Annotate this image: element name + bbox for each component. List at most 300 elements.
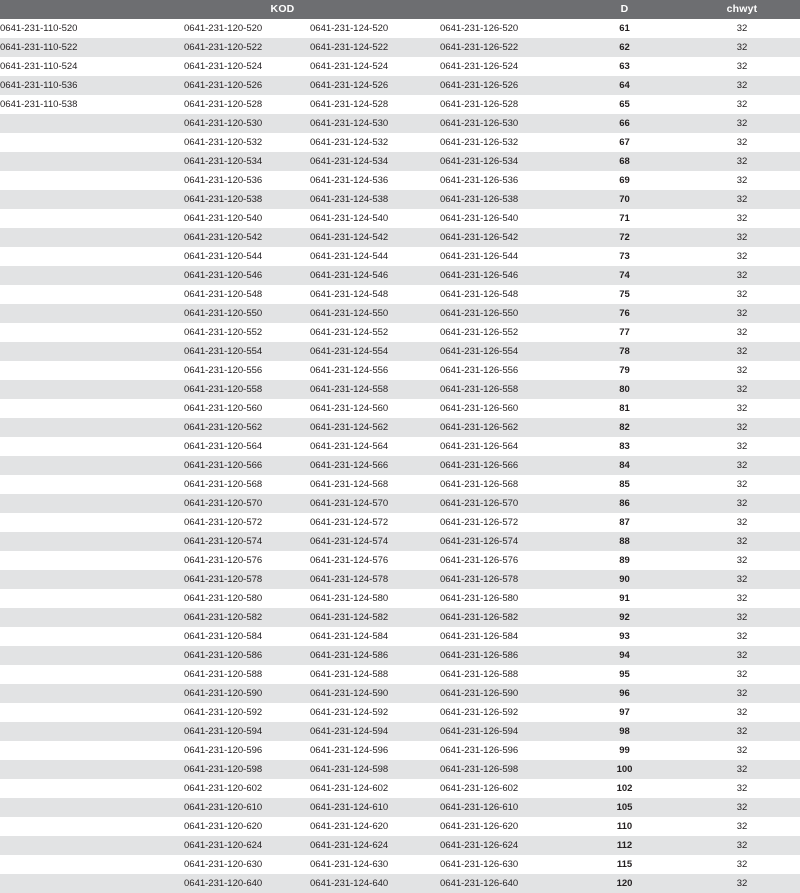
code-cell-126: 0641-231-126-576 (432, 551, 565, 570)
diameter-cell: 62 (565, 38, 684, 57)
code-cell-120: 0641-231-120-620 (176, 817, 302, 836)
table-row (0, 475, 800, 494)
code-cell-124: 0641-231-124-540 (302, 209, 432, 228)
shank-cell: 32 (684, 665, 800, 684)
diameter-cell: 63 (565, 57, 684, 76)
diameter-cell: 66 (565, 114, 684, 133)
shank-cell: 32 (684, 247, 800, 266)
table-row (0, 817, 800, 836)
shank-cell: 32 (684, 323, 800, 342)
code-cell-124: 0641-231-124-552 (302, 323, 432, 342)
code-cell-120: 0641-231-120-598 (176, 760, 302, 779)
shank-cell: 32 (684, 494, 800, 513)
diameter-cell: 77 (565, 323, 684, 342)
shank-cell: 32 (684, 209, 800, 228)
shank-cell: 32 (684, 228, 800, 247)
code-cell-120: 0641-231-120-602 (176, 779, 302, 798)
code-cell-120: 0641-231-120-610 (176, 798, 302, 817)
code-cell-120: 0641-231-120-534 (176, 152, 302, 171)
table-row (0, 665, 800, 684)
code-cell-110: 0641-231-110-520 (0, 19, 176, 38)
code-cell-110 (0, 323, 176, 342)
shank-cell: 32 (684, 570, 800, 589)
shank-cell: 32 (684, 76, 800, 95)
code-cell-124: 0641-231-124-524 (302, 57, 432, 76)
code-cell-124: 0641-231-124-598 (302, 760, 432, 779)
code-cell-124: 0641-231-124-522 (302, 38, 432, 57)
code-cell-126: 0641-231-126-542 (432, 228, 565, 247)
diameter-cell: 79 (565, 361, 684, 380)
shank-cell: 32 (684, 190, 800, 209)
code-cell-126: 0641-231-126-564 (432, 437, 565, 456)
shank-cell: 32 (684, 304, 800, 323)
header-row (0, 0, 800, 19)
code-cell-124: 0641-231-124-630 (302, 855, 432, 874)
table-row (0, 456, 800, 475)
table-row (0, 323, 800, 342)
code-cell-124: 0641-231-124-590 (302, 684, 432, 703)
shank-cell: 32 (684, 380, 800, 399)
table-row (0, 399, 800, 418)
shank-cell: 32 (684, 532, 800, 551)
code-cell-124: 0641-231-124-592 (302, 703, 432, 722)
code-cell-120: 0641-231-120-578 (176, 570, 302, 589)
table-row (0, 703, 800, 722)
diameter-cell: 80 (565, 380, 684, 399)
code-cell-110 (0, 133, 176, 152)
code-cell-126: 0641-231-126-624 (432, 836, 565, 855)
code-cell-126: 0641-231-126-640 (432, 874, 565, 893)
code-cell-120: 0641-231-120-640 (176, 874, 302, 893)
table-row (0, 684, 800, 703)
code-cell-110 (0, 836, 176, 855)
code-cell-126: 0641-231-126-592 (432, 703, 565, 722)
code-cell-110 (0, 551, 176, 570)
code-cell-110 (0, 874, 176, 893)
code-cell-124: 0641-231-124-624 (302, 836, 432, 855)
table-row (0, 874, 800, 893)
code-cell-124: 0641-231-124-572 (302, 513, 432, 532)
code-cell-120: 0641-231-120-564 (176, 437, 302, 456)
code-cell-120: 0641-231-120-520 (176, 19, 302, 38)
code-cell-120: 0641-231-120-554 (176, 342, 302, 361)
code-cell-126: 0641-231-126-552 (432, 323, 565, 342)
code-cell-124: 0641-231-124-610 (302, 798, 432, 817)
table-row (0, 57, 800, 76)
code-cell-124: 0641-231-124-596 (302, 741, 432, 760)
code-cell-120: 0641-231-120-580 (176, 589, 302, 608)
shank-cell: 32 (684, 437, 800, 456)
shank-cell: 32 (684, 646, 800, 665)
code-cell-124: 0641-231-124-528 (302, 95, 432, 114)
code-cell-124: 0641-231-124-548 (302, 285, 432, 304)
shank-cell: 32 (684, 589, 800, 608)
diameter-cell: 87 (565, 513, 684, 532)
shank-cell: 32 (684, 874, 800, 893)
diameter-cell: 70 (565, 190, 684, 209)
diameter-cell: 112 (565, 836, 684, 855)
shank-cell: 32 (684, 779, 800, 798)
shank-cell: 32 (684, 114, 800, 133)
code-cell-110 (0, 437, 176, 456)
table-row (0, 342, 800, 361)
code-cell-126: 0641-231-126-590 (432, 684, 565, 703)
code-cell-124: 0641-231-124-566 (302, 456, 432, 475)
code-cell-124: 0641-231-124-620 (302, 817, 432, 836)
code-cell-126: 0641-231-126-570 (432, 494, 565, 513)
diameter-cell: 94 (565, 646, 684, 665)
shank-cell: 32 (684, 171, 800, 190)
code-cell-120: 0641-231-120-548 (176, 285, 302, 304)
table-row (0, 627, 800, 646)
code-cell-124: 0641-231-124-602 (302, 779, 432, 798)
diameter-cell: 61 (565, 19, 684, 38)
code-cell-110 (0, 760, 176, 779)
code-cell-110 (0, 342, 176, 361)
code-cell-124: 0641-231-124-576 (302, 551, 432, 570)
code-cell-126: 0641-231-126-536 (432, 171, 565, 190)
code-cell-126: 0641-231-126-554 (432, 342, 565, 361)
table-row (0, 133, 800, 152)
code-cell-124: 0641-231-124-534 (302, 152, 432, 171)
code-cell-126: 0641-231-126-584 (432, 627, 565, 646)
diameter-cell: 95 (565, 665, 684, 684)
shank-cell: 32 (684, 57, 800, 76)
shank-cell: 32 (684, 684, 800, 703)
code-cell-126: 0641-231-126-630 (432, 855, 565, 874)
shank-cell: 32 (684, 361, 800, 380)
code-cell-124: 0641-231-124-586 (302, 646, 432, 665)
table-row (0, 798, 800, 817)
code-cell-124: 0641-231-124-550 (302, 304, 432, 323)
code-cell-124: 0641-231-124-560 (302, 399, 432, 418)
code-cell-110 (0, 570, 176, 589)
table-row (0, 741, 800, 760)
code-cell-110 (0, 646, 176, 665)
code-cell-126: 0641-231-126-580 (432, 589, 565, 608)
code-cell-124: 0641-231-124-536 (302, 171, 432, 190)
code-cell-110 (0, 475, 176, 494)
code-cell-126: 0641-231-126-610 (432, 798, 565, 817)
code-cell-110 (0, 209, 176, 228)
code-cell-120: 0641-231-120-540 (176, 209, 302, 228)
code-cell-110 (0, 513, 176, 532)
code-cell-126: 0641-231-126-560 (432, 399, 565, 418)
code-cell-110 (0, 722, 176, 741)
code-cell-110 (0, 665, 176, 684)
code-cell-126: 0641-231-126-572 (432, 513, 565, 532)
code-cell-124: 0641-231-124-558 (302, 380, 432, 399)
code-cell-110 (0, 247, 176, 266)
shank-cell: 32 (684, 627, 800, 646)
table-row (0, 152, 800, 171)
code-cell-120: 0641-231-120-532 (176, 133, 302, 152)
code-cell-120: 0641-231-120-562 (176, 418, 302, 437)
shank-cell: 32 (684, 19, 800, 38)
column-header-d: D (565, 0, 684, 19)
table-row (0, 646, 800, 665)
code-cell-120: 0641-231-120-590 (176, 684, 302, 703)
shank-cell: 32 (684, 285, 800, 304)
diameter-cell: 89 (565, 551, 684, 570)
code-cell-126: 0641-231-126-562 (432, 418, 565, 437)
table-row (0, 209, 800, 228)
table-row (0, 266, 800, 285)
code-cell-120: 0641-231-120-582 (176, 608, 302, 627)
column-header-kod: KOD (0, 0, 565, 19)
code-cell-126: 0641-231-126-544 (432, 247, 565, 266)
code-cell-126: 0641-231-126-556 (432, 361, 565, 380)
diameter-cell: 78 (565, 342, 684, 361)
code-cell-126: 0641-231-126-530 (432, 114, 565, 133)
shank-cell: 32 (684, 342, 800, 361)
shank-cell: 32 (684, 133, 800, 152)
table-row (0, 551, 800, 570)
code-cell-110 (0, 114, 176, 133)
code-cell-124: 0641-231-124-568 (302, 475, 432, 494)
column-header-chwyt: chwyt (684, 0, 800, 19)
code-cell-126: 0641-231-126-568 (432, 475, 565, 494)
code-cell-126: 0641-231-126-522 (432, 38, 565, 57)
code-cell-120: 0641-231-120-566 (176, 456, 302, 475)
code-cell-124: 0641-231-124-640 (302, 874, 432, 893)
table-row (0, 494, 800, 513)
code-cell-124: 0641-231-124-570 (302, 494, 432, 513)
code-cell-126: 0641-231-126-582 (432, 608, 565, 627)
table-row (0, 361, 800, 380)
code-cell-110 (0, 627, 176, 646)
code-cell-124: 0641-231-124-594 (302, 722, 432, 741)
code-cell-120: 0641-231-120-594 (176, 722, 302, 741)
shank-cell: 32 (684, 551, 800, 570)
shank-cell: 32 (684, 266, 800, 285)
table-body (0, 19, 800, 893)
table-row (0, 38, 800, 57)
shank-cell: 32 (684, 399, 800, 418)
shank-cell: 32 (684, 703, 800, 722)
table-row (0, 190, 800, 209)
diameter-cell: 110 (565, 817, 684, 836)
code-cell-110 (0, 684, 176, 703)
diameter-cell: 98 (565, 722, 684, 741)
code-cell-124: 0641-231-124-544 (302, 247, 432, 266)
code-cell-110 (0, 304, 176, 323)
diameter-cell: 86 (565, 494, 684, 513)
code-cell-120: 0641-231-120-524 (176, 57, 302, 76)
diameter-cell: 97 (565, 703, 684, 722)
diameter-cell: 76 (565, 304, 684, 323)
code-cell-126: 0641-231-126-534 (432, 152, 565, 171)
diameter-cell: 81 (565, 399, 684, 418)
table-row (0, 304, 800, 323)
shank-cell: 32 (684, 760, 800, 779)
code-cell-126: 0641-231-126-558 (432, 380, 565, 399)
diameter-cell: 74 (565, 266, 684, 285)
code-cell-126: 0641-231-126-588 (432, 665, 565, 684)
shank-cell: 32 (684, 798, 800, 817)
code-cell-110 (0, 817, 176, 836)
shank-cell: 32 (684, 855, 800, 874)
table-row (0, 722, 800, 741)
code-cell-124: 0641-231-124-554 (302, 342, 432, 361)
table-row (0, 513, 800, 532)
diameter-cell: 73 (565, 247, 684, 266)
code-cell-120: 0641-231-120-624 (176, 836, 302, 855)
code-cell-124: 0641-231-124-578 (302, 570, 432, 589)
code-cell-110 (0, 456, 176, 475)
table-row (0, 228, 800, 247)
shank-cell: 32 (684, 38, 800, 57)
diameter-cell: 100 (565, 760, 684, 779)
code-cell-120: 0641-231-120-538 (176, 190, 302, 209)
code-cell-110 (0, 532, 176, 551)
code-cell-126: 0641-231-126-596 (432, 741, 565, 760)
code-cell-110 (0, 152, 176, 171)
code-cell-110: 0641-231-110-538 (0, 95, 176, 114)
diameter-cell: 93 (565, 627, 684, 646)
code-cell-126: 0641-231-126-566 (432, 456, 565, 475)
code-cell-120: 0641-231-120-542 (176, 228, 302, 247)
diameter-cell: 69 (565, 171, 684, 190)
code-cell-110 (0, 380, 176, 399)
code-cell-124: 0641-231-124-520 (302, 19, 432, 38)
code-cell-124: 0641-231-124-564 (302, 437, 432, 456)
code-cell-120: 0641-231-120-586 (176, 646, 302, 665)
table-row (0, 760, 800, 779)
diameter-cell: 120 (565, 874, 684, 893)
code-cell-126: 0641-231-126-524 (432, 57, 565, 76)
shank-cell: 32 (684, 95, 800, 114)
code-cell-126: 0641-231-126-548 (432, 285, 565, 304)
code-cell-110 (0, 855, 176, 874)
table-row (0, 836, 800, 855)
code-cell-124: 0641-231-124-532 (302, 133, 432, 152)
shank-cell: 32 (684, 513, 800, 532)
code-cell-110 (0, 779, 176, 798)
diameter-cell: 85 (565, 475, 684, 494)
code-cell-120: 0641-231-120-584 (176, 627, 302, 646)
table-row (0, 570, 800, 589)
code-cell-124: 0641-231-124-538 (302, 190, 432, 209)
code-cell-126: 0641-231-126-528 (432, 95, 565, 114)
shank-cell: 32 (684, 152, 800, 171)
code-cell-124: 0641-231-124-562 (302, 418, 432, 437)
code-cell-126: 0641-231-126-586 (432, 646, 565, 665)
shank-cell: 32 (684, 836, 800, 855)
table-row (0, 171, 800, 190)
code-cell-124: 0641-231-124-584 (302, 627, 432, 646)
code-cell-120: 0641-231-120-572 (176, 513, 302, 532)
code-cell-126: 0641-231-126-540 (432, 209, 565, 228)
code-cell-120: 0641-231-120-556 (176, 361, 302, 380)
code-cell-120: 0641-231-120-588 (176, 665, 302, 684)
code-cell-110 (0, 608, 176, 627)
code-cell-126: 0641-231-126-550 (432, 304, 565, 323)
code-cell-126: 0641-231-126-520 (432, 19, 565, 38)
shank-cell: 32 (684, 741, 800, 760)
code-cell-120: 0641-231-120-528 (176, 95, 302, 114)
table-row (0, 114, 800, 133)
code-cell-126: 0641-231-126-526 (432, 76, 565, 95)
table-row (0, 608, 800, 627)
code-cell-110: 0641-231-110-522 (0, 38, 176, 57)
code-cell-120: 0641-231-120-592 (176, 703, 302, 722)
table-row (0, 418, 800, 437)
code-cell-110 (0, 703, 176, 722)
diameter-cell: 67 (565, 133, 684, 152)
diameter-cell: 71 (565, 209, 684, 228)
table-row (0, 589, 800, 608)
diameter-cell: 115 (565, 855, 684, 874)
code-cell-110 (0, 418, 176, 437)
code-cell-110 (0, 266, 176, 285)
code-cell-120: 0641-231-120-546 (176, 266, 302, 285)
table-row (0, 76, 800, 95)
diameter-cell: 65 (565, 95, 684, 114)
diameter-cell: 92 (565, 608, 684, 627)
table-row (0, 285, 800, 304)
table-row (0, 95, 800, 114)
code-cell-110: 0641-231-110-536 (0, 76, 176, 95)
code-cell-120: 0641-231-120-544 (176, 247, 302, 266)
code-cell-124: 0641-231-124-582 (302, 608, 432, 627)
code-cell-124: 0641-231-124-530 (302, 114, 432, 133)
diameter-cell: 105 (565, 798, 684, 817)
code-cell-124: 0641-231-124-556 (302, 361, 432, 380)
diameter-cell: 102 (565, 779, 684, 798)
code-cell-120: 0641-231-120-558 (176, 380, 302, 399)
code-cell-126: 0641-231-126-598 (432, 760, 565, 779)
shank-cell: 32 (684, 722, 800, 741)
code-cell-110 (0, 494, 176, 513)
code-cell-110 (0, 589, 176, 608)
diameter-cell: 72 (565, 228, 684, 247)
code-cell-110 (0, 228, 176, 247)
code-cell-120: 0641-231-120-596 (176, 741, 302, 760)
code-cell-120: 0641-231-120-522 (176, 38, 302, 57)
table-row (0, 19, 800, 38)
table-row (0, 779, 800, 798)
table-header (0, 0, 800, 19)
code-cell-110 (0, 361, 176, 380)
code-cell-110 (0, 399, 176, 418)
code-cell-126: 0641-231-126-620 (432, 817, 565, 836)
code-cell-126: 0641-231-126-602 (432, 779, 565, 798)
diameter-cell: 64 (565, 76, 684, 95)
diameter-cell: 83 (565, 437, 684, 456)
diameter-cell: 84 (565, 456, 684, 475)
shank-cell: 32 (684, 608, 800, 627)
code-cell-120: 0641-231-120-550 (176, 304, 302, 323)
code-cell-124: 0641-231-124-574 (302, 532, 432, 551)
diameter-cell: 90 (565, 570, 684, 589)
code-cell-110 (0, 741, 176, 760)
code-cell-110: 0641-231-110-524 (0, 57, 176, 76)
code-cell-124: 0641-231-124-546 (302, 266, 432, 285)
code-cell-120: 0641-231-120-560 (176, 399, 302, 418)
shank-cell: 32 (684, 456, 800, 475)
code-cell-120: 0641-231-120-552 (176, 323, 302, 342)
diameter-cell: 96 (565, 684, 684, 703)
code-cell-126: 0641-231-126-538 (432, 190, 565, 209)
code-cell-126: 0641-231-126-574 (432, 532, 565, 551)
code-cell-124: 0641-231-124-526 (302, 76, 432, 95)
code-cell-120: 0641-231-120-536 (176, 171, 302, 190)
shank-cell: 32 (684, 418, 800, 437)
code-cell-120: 0641-231-120-576 (176, 551, 302, 570)
code-cell-126: 0641-231-126-532 (432, 133, 565, 152)
code-cell-120: 0641-231-120-574 (176, 532, 302, 551)
